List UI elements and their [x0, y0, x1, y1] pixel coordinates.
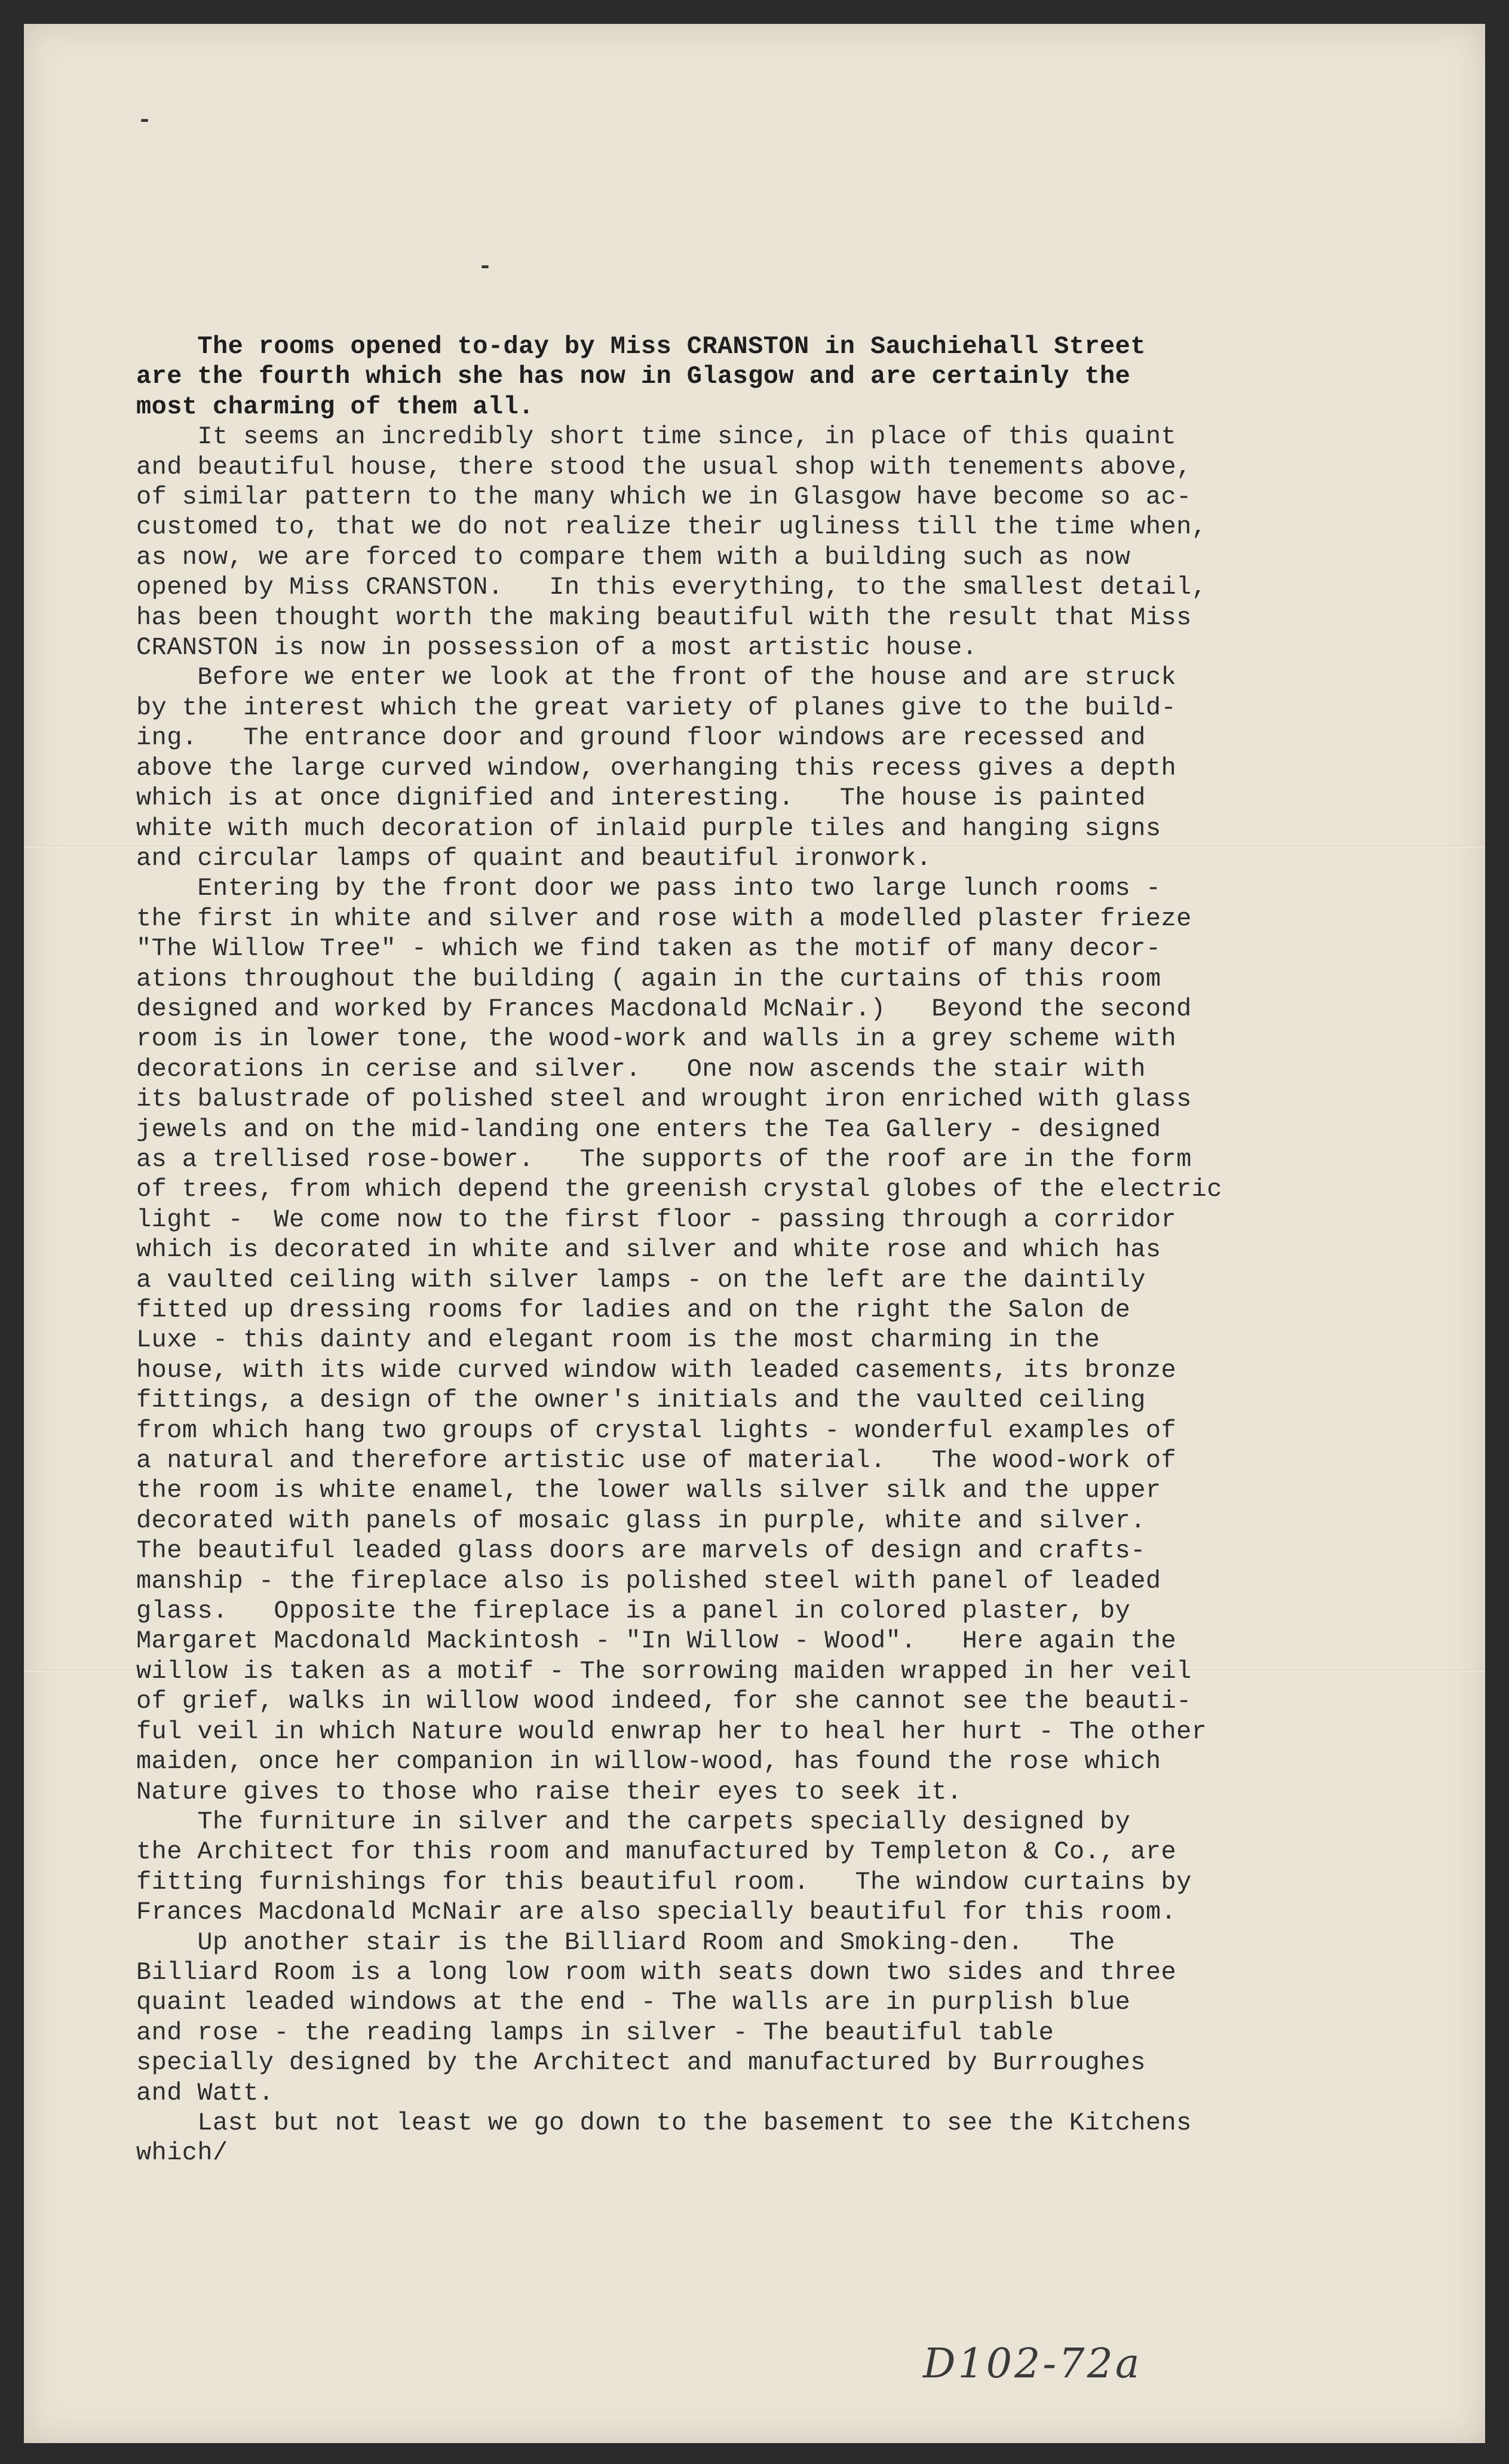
text-line: has been thought worth the making beautiful with the result that Miss [136, 603, 1192, 632]
text-line: which is at once dignified and interesting. The house is painted [136, 784, 1146, 813]
text-line: fitted up dressing rooms for ladies and on the right the Salon de [136, 1296, 1131, 1324]
text-line: Frances Macdonald McNair are also specially beautiful for this room. [136, 1898, 1177, 1927]
text-line: house, with its wide curved window with leaded casements, its bronze [136, 1355, 1177, 1385]
text-line: a natural and therefore artistic use of material. The wood-work of [136, 1446, 1177, 1475]
text-line: The furniture in silver and the carpets specially designed by [136, 1807, 1131, 1836]
text-line: and Watt. [136, 2078, 274, 2107]
paragraph [136, 332, 1468, 422]
text-line: of grief, walks in willow wood indeed, for she cannot see the beauti- [136, 1687, 1192, 1716]
text-line: Before we enter we look at the front of the house and are struck [136, 663, 1177, 692]
text-line: ations throughout the building ( again in the curtains of this room [136, 964, 1161, 993]
text-line: Billiard Room is a long low room with seats down two sides and three [136, 1957, 1177, 1987]
text-line: Last but not least we go down to the basement to see the Kitchens [136, 2108, 1192, 2137]
text-line: glass. Opposite the fireplace is a panel in colored plaster, by [136, 1597, 1131, 1626]
text-line: which is decorated in white and silver and white rose and which has [136, 1235, 1161, 1265]
text-line: maiden, once her companion in willow-wood, has found the rose which [136, 1747, 1161, 1776]
text-line: Up another stair is the Billiard Room and Smoking-den. The [136, 1928, 1115, 1957]
text-line: "The Willow Tree" - which we find taken as the motif of many decor- [136, 934, 1161, 963]
paragraph [136, 1928, 1468, 2108]
text-line: ing. The entrance door and ground floor windows are recessed and [136, 723, 1146, 753]
text-line: most charming of them all. [136, 392, 534, 421]
text-line: designed and worked by Frances Macdonald McNair.) Beyond the second [136, 994, 1192, 1023]
text-line: by the interest which the great variety of planes give to the build- [136, 693, 1177, 722]
text-line: as a trellised rose-bower. The supports of the roof are in the form [136, 1144, 1192, 1174]
text-line: are the fourth which she has now in Glasgow and are certainly the [136, 362, 1131, 391]
text-line: and beautiful house, there stood the usual shop with tenements above, [136, 452, 1192, 481]
text-line: above the large curved window, overhanging this recess gives a depth [136, 753, 1177, 783]
paragraph [136, 1807, 1468, 1928]
text-line: a vaulted ceiling with silver lamps - on the left are the daintily [136, 1265, 1146, 1294]
text-line: ful veil in which Nature would enwrap her to heal her hurt - The other [136, 1717, 1207, 1746]
text-line: the room is white enamel, the lower walls silver silk and the upper [136, 1476, 1161, 1505]
handwritten-reference: D102-72a [923, 2340, 1142, 2388]
paragraph [136, 662, 1468, 873]
text-line: CRANSTON is now in possession of a most artistic house. [136, 633, 978, 662]
text-line: jewels and on the mid-landing one enters the Tea Gallery - designed [136, 1115, 1161, 1144]
text-line: Luxe - this dainty and elegant room is the most charming in the [136, 1325, 1100, 1355]
text-line: light - We come now to the first floor - passing through a corridor [136, 1205, 1177, 1234]
tick-mark: - [478, 254, 493, 281]
text-line: Nature gives to those who raise their eyes to seek it. [136, 1777, 962, 1806]
text-line: and circular lamps of quaint and beautiful ironwork. [136, 843, 932, 873]
text-line: of similar pattern to the many which we in Glasgow have become so ac- [136, 483, 1192, 512]
text-line: The rooms opened to-day by Miss CRANSTON in Sauchiehall Street [136, 332, 1146, 361]
text-line: decorated with panels of mosaic glass in purple, white and silver. [136, 1506, 1146, 1535]
paragraph [136, 873, 1468, 1807]
text-line: willow is taken as a motif - The sorrowing maiden wrapped in her veil [136, 1656, 1192, 1686]
paragraph [136, 2108, 1468, 2168]
text-line: fitting furnishings for this beautiful room. The window curtains by [136, 1867, 1192, 1897]
text-line: manship - the fireplace also is polished steel with panel of leaded [136, 1566, 1161, 1595]
typed-letter-body [136, 332, 1468, 2168]
text-line: white with much decoration of inlaid purple tiles and hanging signs [136, 814, 1161, 843]
text-line: the Architect for this room and manufactured by Templeton & Co., are [136, 1837, 1177, 1867]
text-line: of trees, from which depend the greenish crystal globes of the electric [136, 1175, 1222, 1204]
text-line: fittings, a design of the owner's initials and the vaulted ceiling [136, 1386, 1146, 1415]
text-line: opened by Miss CRANSTON. In this everything, to the smallest detail, [136, 573, 1207, 602]
text-line: customed to, that we do not realize their ugliness till the time when, [136, 513, 1207, 542]
text-line: the first in white and silver and rose with a modelled plaster frieze [136, 904, 1192, 933]
paragraph [136, 422, 1468, 662]
text-line: Margaret Macdonald Mackintosh - "In Willow - Wood". Here again the [136, 1627, 1177, 1656]
text-line: decorations in cerise and silver. One now ascends the stair with [136, 1054, 1146, 1084]
text-line: its balustrade of polished steel and wrought iron enriched with glass [136, 1085, 1192, 1114]
text-line: Entering by the front door we pass into two large lunch rooms - [136, 874, 1161, 903]
text-line: The beautiful leaded glass doors are marvels of design and crafts- [136, 1536, 1146, 1566]
text-line: from which hang two groups of crystal lights - wonderful examples of [136, 1416, 1177, 1445]
text-line: quaint leaded windows at the end - The walls are in purplish blue [136, 1988, 1131, 2017]
text-line: and rose - the reading lamps in silver - The beautiful table [136, 2018, 1054, 2047]
document-page [24, 24, 1485, 2443]
text-line: which/ [136, 2138, 228, 2168]
text-line: specially designed by the Architect and manufactured by Burroughes [136, 2048, 1146, 2078]
tick-mark: - [137, 108, 152, 134]
text-line: room is in lower tone, the wood-work and walls in a grey scheme with [136, 1024, 1177, 1054]
text-line: It seems an incredibly short time since, in place of this quaint [136, 422, 1177, 452]
text-line: as now, we are forced to compare them with a building such as now [136, 542, 1131, 572]
